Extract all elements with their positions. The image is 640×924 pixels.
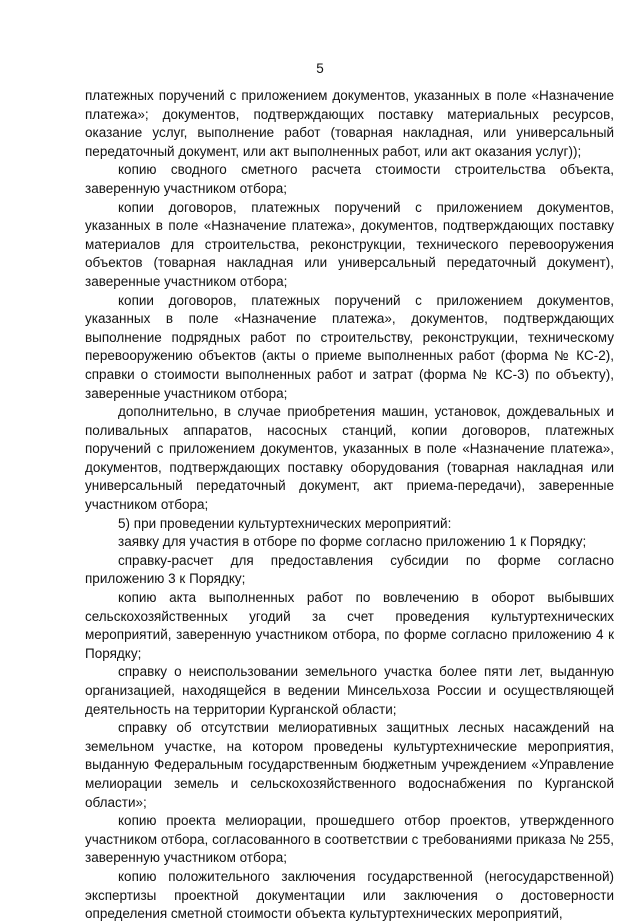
document-body xyxy=(85,87,614,924)
paragraph: копию акта выполненных работ по вовлечению в оборот выбывших сельскохозяйственных угодий за счет проведения культуртехнических мероприятий, заверенную участником отбора, по форме согласно приложению 4 к Порядку; xyxy=(85,590,614,661)
paragraph: копию сводного сметного расчета стоимости строительства объекта, заверенную участником отбора; xyxy=(85,162,614,196)
page-number: 5 xyxy=(316,61,324,76)
paragraph: копию проекта мелиорации, прошедшего отбор проектов, утвержденного участником отбора, согласованного в соответствии с требованиями приказа № 255, заверенную участником отбора; xyxy=(85,813,614,866)
paragraph: справку об отсутствии мелиоративных защитных лесных насаждений на земельном участке, на котором проведены культуртехнические мероприятия, выданную Федеральным государственным бюджетным учреждением «Управление мелиорации земель и сельскохозяйственного водоснабжения по Курганской области»; xyxy=(85,720,614,810)
paragraph: копии договоров, платежных поручений с приложением документов, указанных в поле «Назначение платежа», документов, подтверждающих выполнение подрядных работ по строительству, реконструкции, техническому перевооружению объектов (акты о приеме выполненных работ (форма № КС-2), справки о стоимости выполненных работ и затрат (форма № КС-3) по объекту), заверенные участником отбора; xyxy=(85,292,614,401)
paragraph: справку-расчет для предоставления субсидии по форме согласно приложению 3 к Порядку; xyxy=(85,552,614,587)
paragraph: справку о неиспользовании земельного участка более пяти лет, выданную организацией, находящейся в ведении Минсельхоза России и осуществляющей деятельность на территории Курганской области; xyxy=(85,664,614,717)
paragraph: копии договоров, платежных поручений с приложением документов, указанных в поле «Назначение платежа», документов, подтверждающих поставку материалов для строительства, реконструкции, технического перевооружения объектов (товарная накладная или универсальный передаточный документ), заверенные участником отбора; xyxy=(85,199,614,289)
section-heading: 5) при проведении культуртехнических мероприятий: xyxy=(118,515,452,531)
paragraph-continuation: платежных поручений с приложением документов, указанных в поле «Назначение платежа»; документов, подтверждающих поставку материальных ресурсов, оказание услуг, выполнение работ (товарная накладная, или универсальный передаточный документ, или акт выполненных работ, или акт оказания услуг)); xyxy=(85,88,614,159)
paragraph: заявку для участия в отборе по форме согласно приложению 1 к Порядку; xyxy=(118,534,587,550)
paragraph: копию положительного заключения государственной (негосударственной) экспертизы проектной документации или заключения о достоверности определения сметной стоимости объекта культуртехнических мероприятий, xyxy=(85,868,614,922)
paragraph: дополнительно, в случае приобретения машин, установок, дождевальных и поливальных аппаратов, насосных станций, копии договоров, платежных поручений с приложением документов, указанных в поле «Назначение платежа», документов, подтверждающих поставку оборудования (товарная накладная или универсальный передаточный документ, акт приема-передачи), заверенные участником отбора; xyxy=(85,404,614,513)
